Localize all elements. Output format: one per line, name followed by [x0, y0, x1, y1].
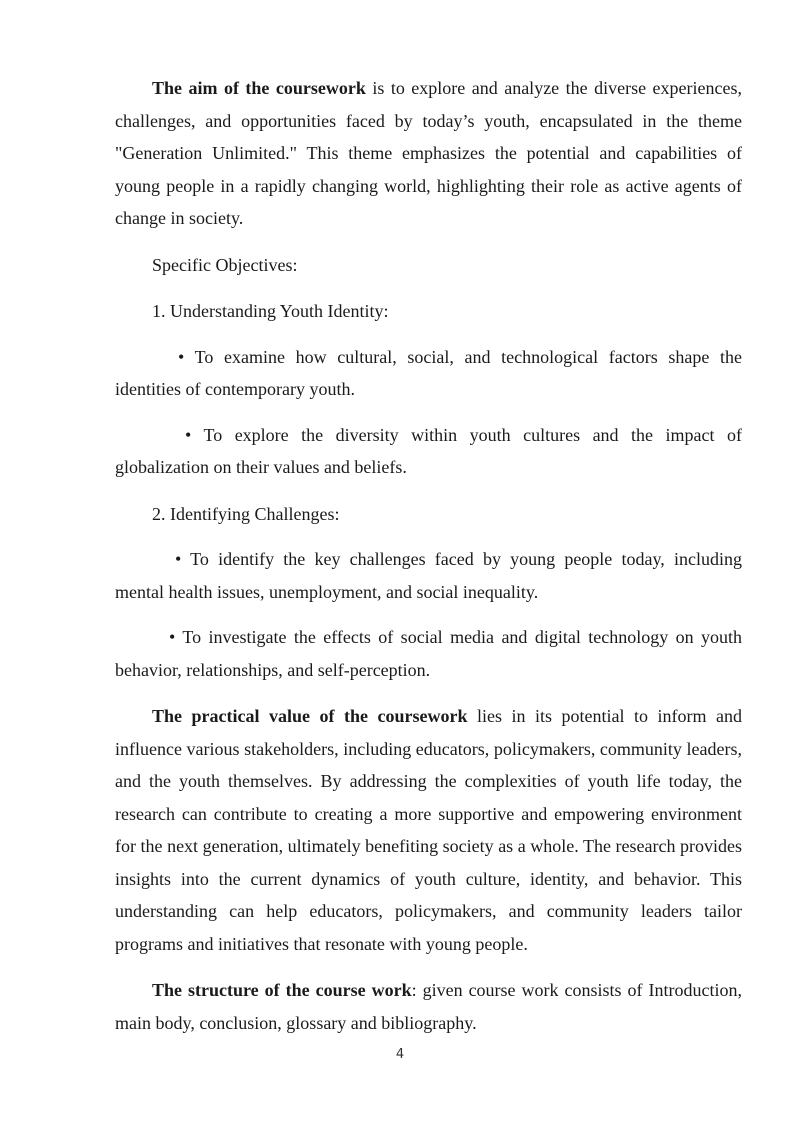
aim-heading: The aim of the coursework [152, 78, 366, 98]
objective-2-bullet-2: • To investigate the effects of social media and digital technology on youth behavior, relationships, and self-perception. [115, 627, 742, 680]
objective-2-bullet-1: • To identify the key challenges faced by young people today, including mental health issues, unemployment, and social inequality. [115, 549, 742, 602]
objective-2-title: 2. Identifying Challenges: [152, 503, 340, 524]
structure-paragraph [115, 974, 742, 1039]
structure-heading: The structure of the course work [152, 980, 412, 1000]
aim-text: is to explore and analyze the diverse experiences, challenges, and opportunities faced by today’s youth, encapsulated in the theme "Generation Unlimited." This theme emphasizes the potential and capabilities of young people in a rapidly changing world, highlighting their role as active agents of change in society. [115, 78, 742, 228]
objective-1-title: 1. Understanding Youth Identity: [152, 301, 389, 321]
structure-text: : given course work consists of Introduction, main body, conclusion, glossary and bibliography. [115, 980, 742, 1033]
specific-objectives-heading: Specific Objectives: [152, 254, 298, 275]
practical-value-paragraph [115, 700, 742, 960]
practical-value-text: lies in its potential to inform and influence various stakeholders, including educators, policymakers, community leaders, and the youth themselves. By addressing the complexities of youth life today, the research can contribute to creating a more supportive and empowering environment for the next generation, ultimately benefiting society as a whole. The research provides insights into the current dynamics of youth culture, identity, and behavior. This understanding can help educators, policymakers, and community leaders tailor programs and initiatives that resonate with young people. [115, 706, 743, 954]
page-content [115, 72, 742, 1039]
objective-1-bullet-1: • To examine how cultural, social, and technological factors shape the identities of contemporary youth. [115, 346, 742, 399]
practical-value-heading: The practical value of the coursework [152, 706, 468, 726]
objective-1-bullet-2: • To explore the diversity within youth cultures and the impact of globalization on their values and beliefs. [115, 424, 742, 477]
aim-paragraph [115, 72, 742, 235]
page-number: 4 [395, 1047, 405, 1062]
